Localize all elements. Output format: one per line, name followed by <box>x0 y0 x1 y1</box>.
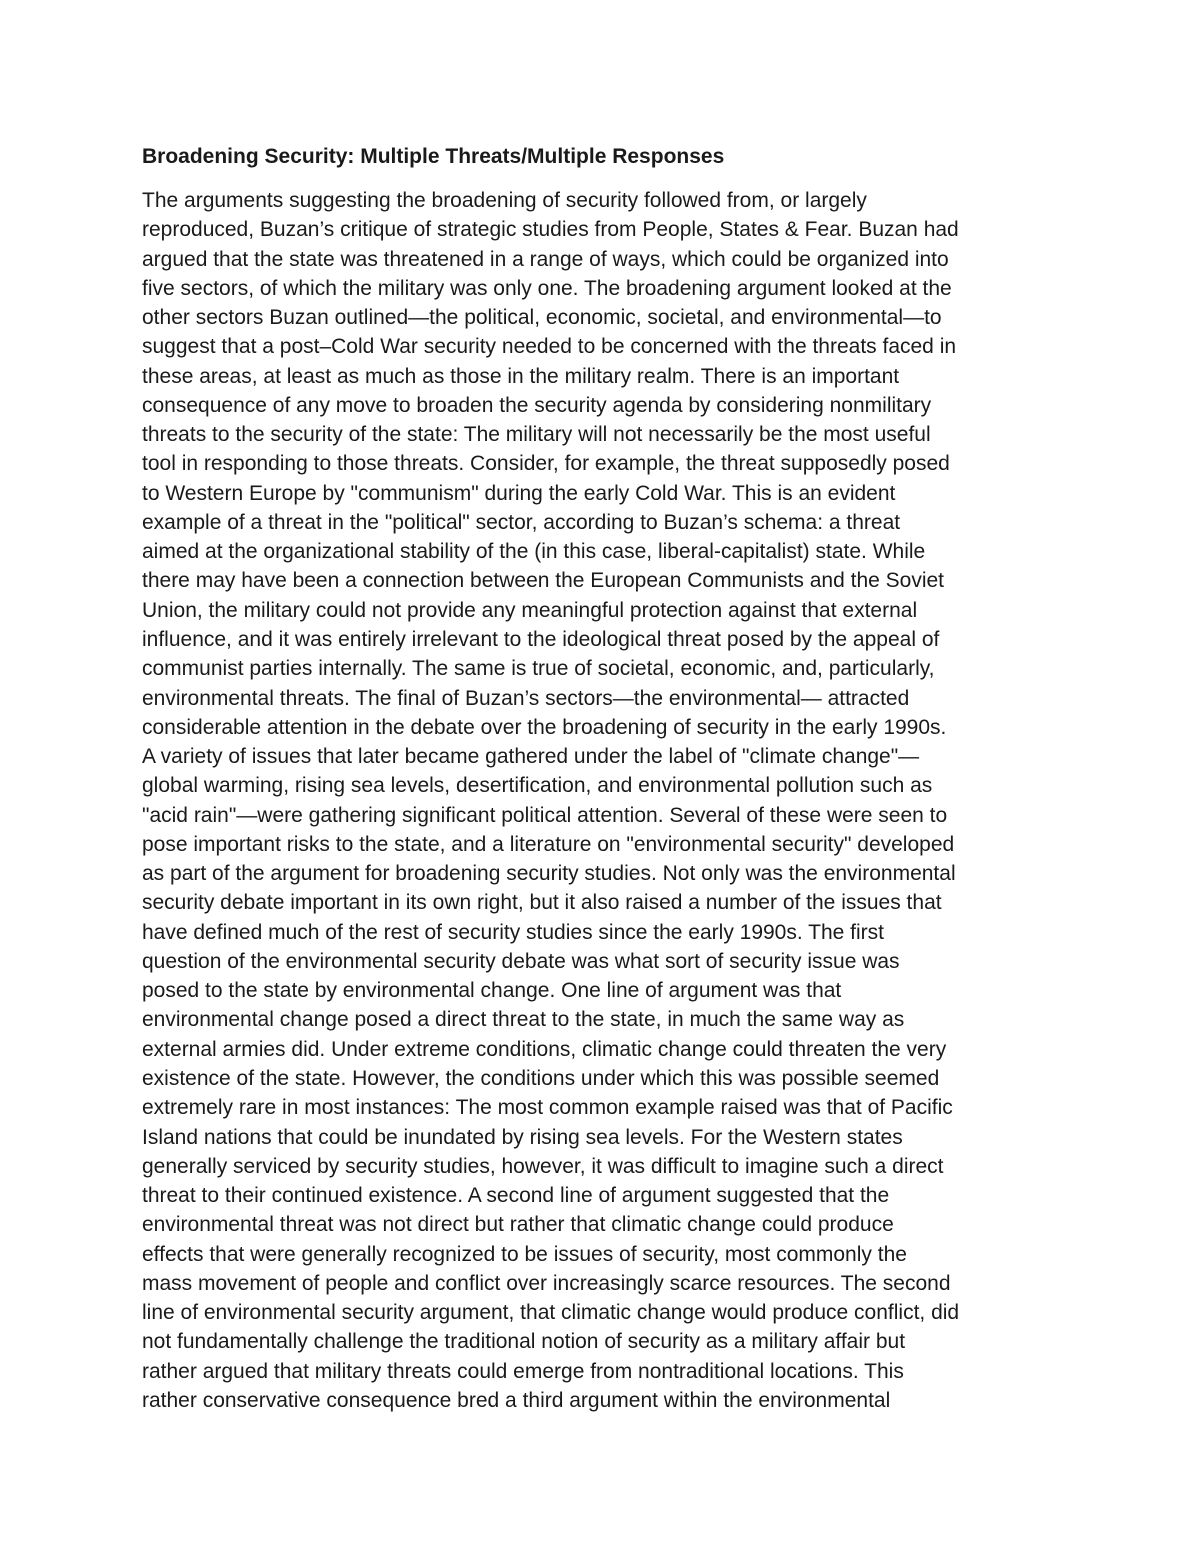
body-text-line: reproduced, Buzan’s critique of strategic studies from People, States & Fear. Buzan had <box>142 218 959 242</box>
body-text-line: "acid rain"—were gathering significant political attention. Several of these were seen to <box>142 803 948 827</box>
body-text-line: consequence of any move to broaden the security agenda by considering nonmilitary <box>142 393 932 417</box>
body-text-line: environmental change posed a direct threat to the state, in much the same way as <box>142 1008 905 1032</box>
body-text-line: existence of the state. However, the conditions under which this was possible seemed <box>142 1066 940 1090</box>
body-text-line: rather conservative consequence bred a third argument within the environmental <box>142 1388 891 1412</box>
body-text-line: The arguments suggesting the broadening of security followed from, or largely <box>142 189 867 212</box>
body-text-line: Island nations that could be inundated by rising sea levels. For the Western states <box>142 1125 903 1149</box>
body-text <box>142 186 959 1415</box>
body-text-line: example of a threat in the "political" sector, according to Buzan’s schema: a threat <box>142 510 901 534</box>
body-text-line: considerable attention in the debate over the broadening of security in the early 1990s. <box>142 715 947 739</box>
body-text-line: external armies did. Under extreme conditions, climatic change could threaten the very <box>142 1037 947 1061</box>
body-text-line: have defined much of the rest of security studies since the early 1990s. The first <box>142 920 885 944</box>
body-text-line: as part of the argument for broadening security studies. Not only was the environmental <box>142 862 956 886</box>
body-text-line: tool in responding to those threats. Consider, for example, the threat supposedly posed <box>142 452 950 476</box>
body-text-line: suggest that a post–Cold War security needed to be concerned with the threats faced in <box>142 335 957 359</box>
body-text-line: global warming, rising sea levels, desertification, and environmental pollution such as <box>142 774 933 798</box>
body-text-line: Union, the military could not provide any meaningful protection against that external <box>142 598 918 622</box>
body-text-line: pose important risks to the state, and a literature on "environmental security" developed <box>142 832 955 856</box>
body-text-line: other sectors Buzan outlined—the political, economic, societal, and environmental—to <box>142 306 942 330</box>
body-text-line: question of the environmental security debate was what sort of security issue was <box>142 949 900 973</box>
body-text-line: there may have been a connection between the European Communists and the Soviet <box>142 569 945 593</box>
body-text-line: rather argued that military threats could emerge from nontraditional locations. This <box>142 1359 904 1383</box>
body-text-line: five sectors, of which the military was only one. The broadening argument looked at the <box>142 276 952 300</box>
body-text-line: line of environmental security argument, that climatic change would produce conflict, did <box>142 1301 960 1325</box>
body-text-line: not fundamentally challenge the traditional notion of security as a military affair but <box>142 1330 906 1354</box>
body-text-line: to Western Europe by "communism" during the early Cold War. This is an evident <box>142 481 896 505</box>
body-text-line: A variety of issues that later became gathered under the label of "climate change"— <box>142 745 920 769</box>
body-text-line: aimed at the organizational stability of the (in this case, liberal-capitalist) state. While <box>142 540 926 564</box>
body-text-line: security debate important in its own right, but it also raised a number of the issues that <box>142 891 942 915</box>
body-text-line: these areas, at least as much as those in the military realm. There is an important <box>142 364 900 388</box>
body-text-line: argued that the state was threatened in a range of ways, which could be organized into <box>142 247 949 271</box>
body-text-line: extremely rare in most instances: The most common example raised was that of Pacific <box>142 1096 953 1120</box>
body-text-line: mass movement of people and conflict over increasingly scarce resources. The second <box>142 1271 951 1295</box>
body-text-line: influence, and it was entirely irrelevant to the ideological threat posed by the appeal of <box>142 627 940 651</box>
body-text-line: environmental threat was not direct but rather that climatic change could produce <box>142 1213 894 1237</box>
body-text-line: generally serviced by security studies, however, it was difficult to imagine such a direct <box>142 1154 944 1178</box>
body-text-line: posed to the state by environmental change. One line of argument was that <box>142 979 842 1003</box>
body-text-line: threat to their continued existence. A second line of argument suggested that the <box>142 1184 890 1208</box>
body-text-line: environmental threats. The final of Buzan’s sectors—the environmental— attracted <box>142 686 910 710</box>
body-text-line: threats to the security of the state: The military will not necessarily be the most useful <box>142 423 931 447</box>
body-text-line: effects that were generally recognized to be issues of security, most commonly the <box>142 1242 907 1266</box>
body-text-line: communist parties internally. The same is true of societal, economic, and, particularly, <box>142 657 935 681</box>
document-title: Broadening Security: Multiple Threats/Multiple Responses <box>142 145 725 168</box>
